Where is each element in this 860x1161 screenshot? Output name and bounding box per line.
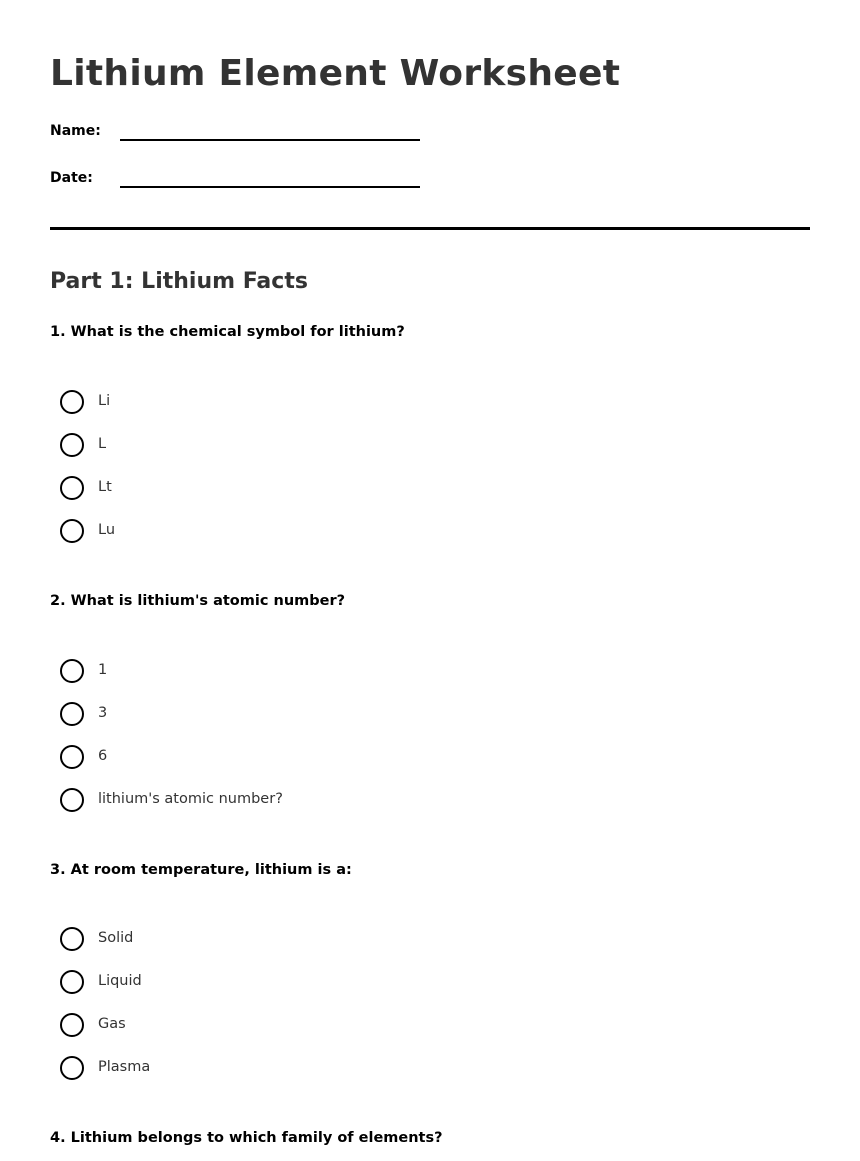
radio-button-icon[interactable]	[60, 927, 84, 951]
name-input-line[interactable]	[120, 139, 420, 141]
q2-option-2[interactable]	[60, 702, 460, 728]
q2-option-4[interactable]	[60, 788, 460, 814]
radio-button-icon[interactable]	[60, 745, 84, 769]
q3-option-2-label: Liquid	[98, 973, 142, 989]
name-label: Name:	[50, 123, 101, 139]
q2-option-2-label: 3	[98, 705, 108, 721]
radio-button-icon[interactable]	[60, 476, 84, 500]
q1-option-1-label: Li	[98, 393, 111, 409]
date-label: Date:	[50, 170, 93, 186]
q2-option-4-label: lithium's atomic number?	[98, 791, 283, 807]
q2-option-1-label: 1	[98, 662, 108, 678]
radio-button-icon[interactable]	[60, 519, 84, 543]
q2-option-3-label: 6	[98, 748, 108, 764]
q3-option-3-label: Gas	[98, 1016, 126, 1032]
radio-button-icon[interactable]	[60, 1056, 84, 1080]
q1-option-2[interactable]	[60, 433, 460, 459]
q2-option-1[interactable]	[60, 659, 460, 685]
date-field[interactable]	[50, 166, 470, 190]
radio-button-icon[interactable]	[60, 788, 84, 812]
q1-option-2-label: L	[98, 436, 107, 452]
q2-option-3[interactable]	[60, 745, 460, 771]
worksheet-title: Lithium Element Worksheet	[50, 53, 621, 94]
q3-option-4[interactable]	[60, 1056, 460, 1082]
q1-option-4[interactable]	[60, 519, 460, 545]
q1-option-3-label: Lt	[98, 479, 112, 495]
q3-option-4-label: Plasma	[98, 1059, 151, 1075]
radio-button-icon[interactable]	[60, 702, 84, 726]
part1-heading: Part 1: Lithium Facts	[50, 269, 308, 294]
name-field[interactable]	[50, 119, 470, 143]
radio-button-icon[interactable]	[60, 390, 84, 414]
radio-button-icon[interactable]	[60, 659, 84, 683]
question-3-text: 3. At room temperature, lithium is a:	[50, 862, 352, 878]
question-4-text: 4. Lithium belongs to which family of elements?	[50, 1130, 443, 1146]
radio-button-icon[interactable]	[60, 433, 84, 457]
q1-option-3[interactable]	[60, 476, 460, 502]
header-divider	[50, 227, 810, 230]
radio-button-icon[interactable]	[60, 970, 84, 994]
q1-option-1[interactable]	[60, 390, 460, 416]
q3-option-1-label: Solid	[98, 930, 134, 946]
q3-option-2[interactable]	[60, 970, 460, 996]
radio-button-icon[interactable]	[60, 1013, 84, 1037]
question-1-text: 1. What is the chemical symbol for lithium?	[50, 324, 405, 340]
question-2-text: 2. What is lithium's atomic number?	[50, 593, 346, 609]
q3-option-1[interactable]	[60, 927, 460, 953]
q3-option-3[interactable]	[60, 1013, 460, 1039]
q1-option-4-label: Lu	[98, 522, 116, 538]
date-input-line[interactable]	[120, 186, 420, 188]
